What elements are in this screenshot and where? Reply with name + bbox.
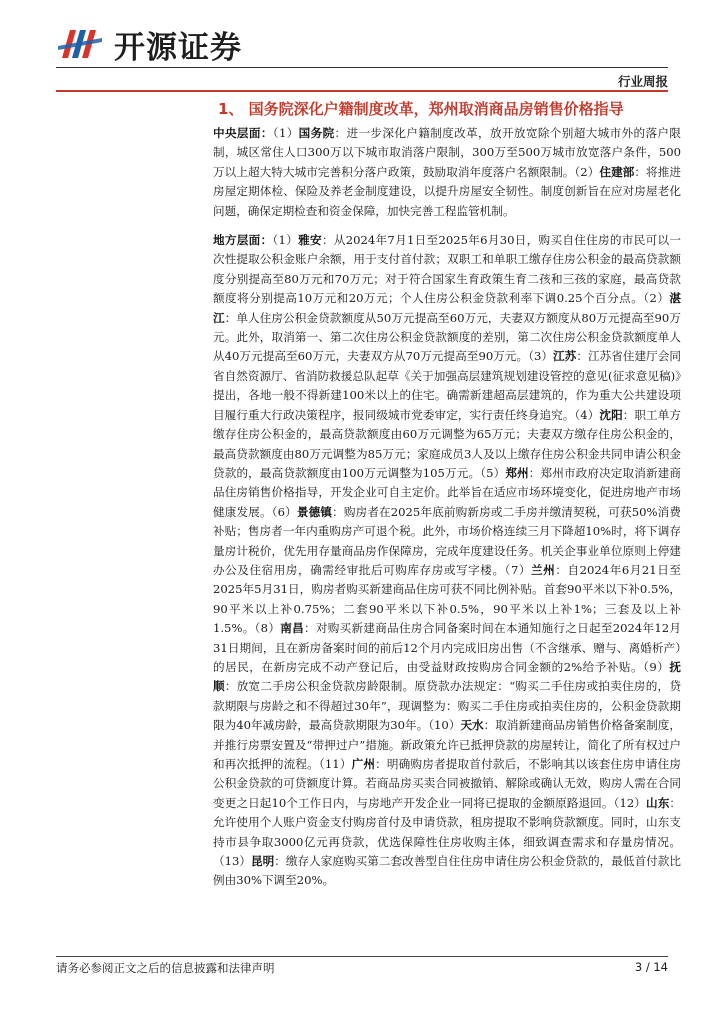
bold-term: 景德镇	[296, 504, 333, 519]
header-divider	[56, 67, 668, 68]
bold-term: 昆明	[251, 854, 275, 869]
bold-term: 湛江	[213, 291, 681, 325]
brand-logo	[58, 22, 242, 66]
brand-name: 开源证券	[114, 29, 242, 66]
bold-term: 郑州	[505, 465, 529, 480]
bold-term: 国务院	[298, 126, 335, 140]
text-run: ：明确购房者提取首付款后，不影响其以该套住房申请住房公积金贷款的可贷额度计算。若商品房买卖合同被撤销、解除或确认无效，购房人需在合同变更之日起10个工作日内，与房地产开发企业一同将已提取的金额原路退回。（12）	[213, 757, 681, 810]
doc-type-label: 行业周报	[617, 74, 668, 89]
logo-mark-icon	[58, 24, 104, 64]
text-run: ：进一步深化户籍制度改革，放开放宽除个别超大城市外的落户限制，城区常住人口300万以下城市取消落户限制，300万至500万城市放宽落户条件，500万以上超大特大城市完善积分落户政策，鼓励取消年度落户名额限制。（2）	[213, 126, 681, 179]
bold-term: 广州	[351, 757, 376, 771]
main-content	[213, 124, 681, 901]
footer-divider	[56, 956, 668, 957]
footer-disclaimer: 请务必参阅正文之后的信息披露和法律声明	[56, 961, 275, 975]
bold-term: 天水	[460, 718, 484, 733]
paragraph-central	[213, 124, 681, 221]
text-run: ：放宽二手房公积金贷款房龄限制。原贷款办法规定：“购买二手住房或拍卖住房的，贷款期限与房龄之和不得超过30年”，现调整为：购买二手住房或拍卖住房的，公积金贷款期限为40年减房龄，最高贷款期限为30年。（10）	[213, 679, 681, 733]
bold-term: 江苏	[553, 349, 577, 364]
text-run: ：从2024年7月1日至2025年6月30日，购买自住住房的市民可以一次性提取公积金账户余额，用于支付首付款；双职工和单职工缴存住房公积金的最高贷款额度分别提高至80万元和70万元；对于符合国家生育政策生育二孩和三孩的家庭，最高贷款额度将分别提高10万元和20万元；个人住房公积金贷款利率下调0.25个百分点。（2）	[213, 233, 681, 306]
bold-term: 地方层面：	[213, 233, 273, 248]
text-run: ：职工单方缴存住房公积金的，最高贷款额度由60万元调整为65万元；夫妻双方缴存住房公积金的，最高贷款额度由80万元调整为85万元；家庭成员3人及以上缴存住房公积金共同申请公积金贷款的，最高贷款额度由100万元调整为105万元。（5）	[213, 407, 681, 480]
text-run: ：郑州市政府决定取消新建商品住房销售价格指导，开发企业可自主定价。此举旨在适应市场环境变化，促进房地产市场健康发展。（6）	[213, 465, 681, 519]
text-run: ：购房者在2025年底前购新房或二手房并缴清契税，可获50%消费补贴；售房者一年内重购房产可退个税。此外，市场价格连续三月下降超10%时，将下调存量房计税价，优先用存量商品房作保障房，完成年度建设任务。机关企事业单位原则上停建办公及住宿用房，确需经审批后可购库存房或写字楼。（7）	[213, 504, 681, 577]
bold-term: 雅安	[298, 233, 322, 248]
text-run: ：允许使用个人账户资金支付购房首付及申请贷款，租房提取不影响贷款额度。同时，山东支持市县争取3000亿元再贷款，优选保障性住房收购主体，细致调查需求和存量房情况。（13）	[213, 795, 681, 869]
paragraph-local	[213, 231, 681, 891]
bold-term: 兰州	[531, 562, 556, 577]
text-run: ：单人住房公积金贷款额度从50万元提高至60万元，夫妻双方额度从80万元提高至90万元。此外，取消第一、第二次住房公积金贷款额度的差别，第二次住房公积金贷款额度单人从40万元提高至60万元，夫妻双方从70万元提高至90万元。（3）	[213, 310, 681, 364]
bold-term: 山东	[646, 795, 670, 810]
bold-term: 中央层面：	[213, 126, 273, 140]
text-run: ：将推进房屋定期体检、保险及养老金制度建设，以提升房屋安全韧性。制度创新旨在应对房屋老化问题，确保定期检查和资金保障，加快完善工程监管机制。	[213, 164, 681, 218]
text-run: （1）	[272, 126, 299, 140]
bold-term: 南昌	[280, 621, 304, 636]
text-run: ：取消新建商品房销售价格备案制度，并推行房票安置及“带押过户”措施。新政策允许已抵押贷款的房屋转让，简化了所有权过户和再次抵押的流程。（11）	[213, 718, 681, 771]
page-number: 3 / 14	[634, 960, 668, 974]
text-run: ：缴存人家庭购买第二套改善型自住住房申请住房公积金贷款的，最低首付款比例由30%下调至20%。	[213, 854, 681, 888]
text-run: ：对购买新建商品住房合同备案时间在本通知施行之日起至2024年12月31日期间，且在新房备案时间的前后12个月内完成旧房出售（不含继承、赠与、离婚析产）的居民，在新房完成不动产登记后，由受益财政按购房合同金额的2%给予补贴。（9）	[213, 621, 681, 674]
section-title: 1、 国务院深化户籍制度改革，郑州取消商品房销售价格指导	[218, 100, 624, 118]
text-run: （1）	[272, 233, 299, 248]
text-run: ：自2024年6月21日至2025年5月31日，购房者购买新建商品住房可获不同比例补贴。首套90平米以下补0.5%，90平米以上补0.75%；二套90平米以下补0.5%，90平米以上补1%；三套及以上补1.5%。（8）	[213, 562, 681, 636]
bold-term: 抚顺	[213, 659, 681, 694]
bold-term: 沈阳	[599, 407, 623, 422]
text-run: ：江苏省住建厅会同省自然资源厅、省消防救援总队起草《关于加强高层建筑规划建设管控的意见(征求意见稿)》提出，各地一般不得新建100米以上的住宅。确需新建超高层建筑的，作为重大公共建设项目履行重大行政决策程序，报同级城市党委审定，实行责任终身追究。（4）	[213, 349, 681, 422]
header-accent-bar	[56, 90, 668, 92]
bold-term: 住建部	[599, 164, 635, 179]
